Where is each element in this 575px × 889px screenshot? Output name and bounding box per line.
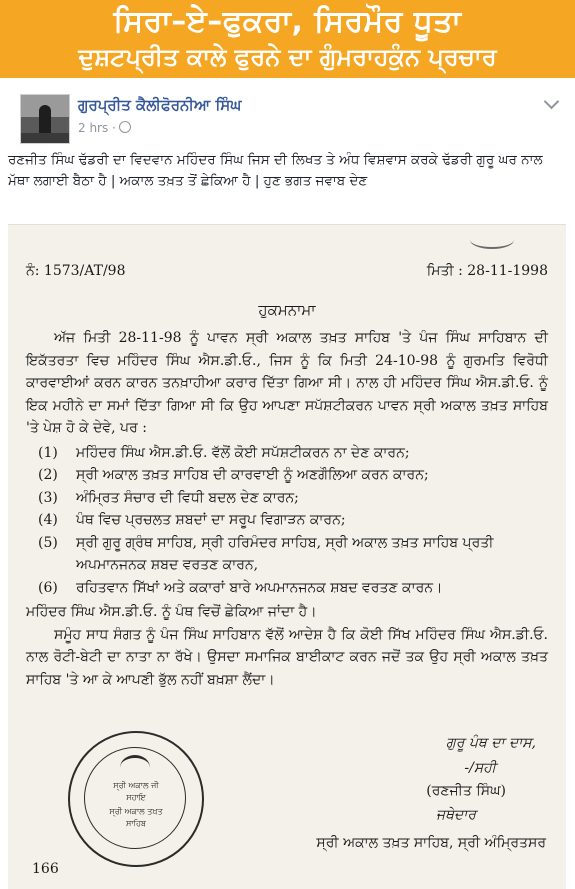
reason-number: (1) — [38, 444, 58, 461]
closing-line: ਗੁਰੂ ਪੰਥ ਦਾ ਦਾਸ, — [446, 735, 536, 751]
reason-item — [38, 509, 548, 532]
post-timestamp[interactable]: 2 hrs · — [78, 121, 116, 135]
signer-role: ਜਥੇਦਾਰ — [436, 807, 476, 823]
reason-text: ਪੰਥ ਵਿਚ ਪ੍ਰਚਲਤ ਸ਼ਬਦਾਂ ਦਾ ਸਰੂਪ ਵਿਗਾੜਨ ਕਾਰਨ; — [76, 512, 346, 528]
post-options-chevron-down-icon[interactable] — [544, 94, 560, 110]
hukamnama-document-image[interactable] — [8, 224, 566, 889]
reason-number: (2) — [38, 467, 58, 483]
reason-item — [38, 487, 548, 510]
reason-item — [38, 577, 548, 600]
page-number: 166 — [32, 861, 59, 877]
reason-text: ਸ੍ਰੀ ਗੁਰੂ ਗ੍ਰੰਥ ਸਾਹਿਬ, ਸ੍ਰੀ ਹਰਿਮੰਦਰ ਸਾਹਿਬ, ਸ੍ਰੀ ਅਕਾਲ ਤਖ਼ਤ ਸਾਹਿਬ ਪ੍ਰਤੀ ਅਪਮਾਨਜਨਕ ਸ਼ਬਦ ਵਰਤਣ ਕਾਰਨ, — [76, 534, 494, 573]
banner-line-2: ਦੁਸ਼ਟਪ੍ਰੀਤ ਕਾਲੇ ਫੁਰਨੇ ਦਾ ਗੁੰਮਰਾਹਕੁੰਨ ਪ੍ਰਚਾਰ — [78, 43, 497, 71]
avatar-ground — [21, 133, 69, 143]
signature: -/ਸਹੀ — [464, 760, 496, 776]
post-author-name[interactable]: ਗੁਰਪ੍ਰੀਤ ਕੈਲੀਫੋਰਨੀਆ ਸਿੰਘ — [78, 96, 242, 114]
official-seal-icon — [68, 731, 204, 867]
document-intro: ਅੱਜ ਮਿਤੀ 28-11-98 ਨੂੰ ਪਾਵਨ ਸ੍ਰੀ ਅਕਾਲ ਤਖ਼ਤ ਸਾਹਿਬ 'ਤੇ ਪੰਜ ਸਿੰਘ ਸਾਹਿਬਾਨ ਦੀ ਇਕੱਤਰਤਾ ਵਿਚ ਮਹਿੰਦਰ ਸਿੰਘ ਐਸ.ਡੀ.ਓ., ਜਿਸ ਨੂੰ ਕਿ ਮਿਤੀ 24-10-98 ਨੂੰ ਗੁਰਮਤਿ ਵਿਰੋਧੀ ਕਾਰਵਾਈਆਂ ਕਰਨ ਕਾਰਨ ਤਨਖ਼ਾਹੀਆ ਕਰਾਰ ਦਿੱਤਾ ਗਿਆ ਸੀ। ਨਾਲ ਹੀ ਮਹਿੰਦਰ ਸਿੰਘ ਐਸ.ਡੀ.ਓ. ਨੂੰ ਇਕ ਮਹੀਨੇ ਦਾ ਸਮਾਂ ਦਿੱਤਾ ਗਿਆ ਸੀ ਕਿ ਉਹ ਆਪਣਾ ਸਪੱਸ਼ਟੀਕਰਨ ਪਾਵਨ ਸ੍ਰੀ ਅਕਾਲ ਤਖ਼ਤ ਸਾਹਿਬ 'ਤੇ ਪੇਸ਼ ਹੋ ਕੇ ਦੇਵੇ, ਪਰ : — [26, 330, 548, 436]
paper-mark — [470, 231, 514, 249]
document-title: ਹੁਕਮਨਾਮਾ — [258, 301, 316, 319]
post-text: ਰਣਜੀਤ ਸਿੰਘ ਢੱਡਰੀ ਦਾ ਵਿਦਵਾਨ ਮਹਿੰਦਰ ਸਿੰਘ ਜਿਸ ਦੀ ਲਿਖਤ ਤੇ ਅੰਧ ਵਿਸ਼ਵਾਸ ਕਰਕੇ ਢੱਡਰੀ ਗੁਰੂ ਘਰ ਨਾਲ ਮੱਥਾ ਲਗਾਈ ਬੈਠਾ ਹੈ | ਅਕਾਲ ਤਖ਼ਤ ਤੋਂ ਛੇਕਿਆ ਹੈ | ਹੁਣ ਭਗਤ ਜਵਾਬ ਦੇਣ — [8, 152, 543, 189]
title-banner — [0, 0, 575, 78]
document-date: ਮਿਤੀ : 28-11-1998 — [426, 263, 548, 279]
document-verdict: ਮਹਿੰਦਰ ਸਿੰਘ ਐਸ.ਡੀ.ਓ. ਨੂੰ ਪੰਥ ਵਿਚੋਂ ਛੇਕਿਆ ਜਾਂਦਾ ਹੈ। — [26, 604, 317, 620]
post-meta — [78, 121, 131, 135]
reason-text: ਮਹਿੰਦਰ ਸਿੰਘ ਐਸ.ਡੀ.ਓ. ਵੱਲੋਂ ਕੋਈ ਸਪੱਸ਼ਟੀਕਰਨ ਨਾ ਦੇਣ ਕਾਰਨ; — [76, 444, 410, 461]
globe-icon — [119, 121, 131, 133]
avatar-person — [39, 105, 51, 135]
reasons-list — [26, 442, 548, 600]
reason-text: ਰਹਿਤਵਾਨ ਸਿੱਖਾਂ ਅਤੇ ਕਕਾਰਾਂ ਬਾਰੇ ਅਪਮਾਨਜਨਕ ਸ਼ਬਦ ਵਰਤਣ ਕਾਰਨ। — [76, 579, 443, 596]
reason-item — [38, 442, 548, 465]
reason-number: (5) — [38, 534, 58, 551]
reason-number: (3) — [38, 489, 58, 506]
seal-text: ਸ੍ਰੀ ਅਕਾਲ ਜੀ — [113, 781, 159, 790]
avatar[interactable] — [20, 94, 70, 144]
seal-text: ਸ੍ਰੀ ਅਕਾਲ ਤਖ਼ਤ — [109, 807, 163, 816]
seal-text: ਸਹਾਇ — [126, 793, 146, 802]
khanda-icon — [120, 755, 150, 780]
signer-name: (ਰਣਜੀਤ ਸਿੰਘ) — [426, 783, 506, 799]
reason-text: ਸ੍ਰੀ ਅਕਾਲ ਤਖ਼ਤ ਸਾਹਿਬ ਦੀ ਕਾਰਵਾਈ ਨੂੰ ਅਣਗੌਲਿਆ ਕਰਨ ਕਾਰਨ; — [76, 467, 429, 483]
banner-line-1: ਸਿਰਾ–ਏ–ਫੁਕਰਾ, ਸਿਰਮੌਰ ਧੂਤਾ — [113, 4, 462, 39]
reason-number: (6) — [38, 579, 58, 596]
signer-place: ਸ੍ਰੀ ਅਕਾਲ ਤਖ਼ਤ ਸਾਹਿਬ, ਸ੍ਰੀ ਅੰਮ੍ਰਿਤਸਰ — [316, 835, 546, 851]
reason-item — [38, 464, 548, 487]
seal-text: ਸਾਹਿਬ — [125, 819, 147, 828]
document-instruction: ਸਮੂੰਹ ਸਾਧ ਸੰਗਤ ਨੂੰ ਪੰਜ ਸਿੰਘ ਸਾਹਿਬਾਨ ਵੱਲੋਂ ਆਦੇਸ਼ ਹੈ ਕਿ ਕੋਈ ਸਿੱਖ ਮਹਿੰਦਰ ਸਿੰਘ ਐਸ.ਡੀ.ਓ. ਨਾਲ ਰੋਟੀ-ਬੇਟੀ ਦਾ ਨਾਤਾ ਨਾ ਰੱਖੇ। ਉਸਦਾ ਸਮਾਜਿਕ ਬਾਈਕਾਟ ਕਰਨ ਜਦੋਂ ਤਕ ਉਹ ਸ੍ਰੀ ਅਕਾਲ ਤਖ਼ਤ ਸਾਹਿਬ 'ਤੇ ਆ ਕੇ ਆਪਣੀ ਭੁੱਲ ਨਹੀਂ ਬਖ਼ਸ਼ਾ ਲੈਂਦਾ। — [26, 626, 548, 688]
document-body — [26, 327, 548, 691]
facebook-post — [0, 78, 575, 888]
reason-number: (4) — [38, 512, 58, 528]
reason-item — [38, 532, 548, 577]
reason-text: ਅੰਮ੍ਰਿਤ ਸੰਚਾਰ ਦੀ ਵਿਧੀ ਬਦਲ ਦੇਣ ਕਾਰਨ; — [76, 489, 299, 506]
document-number: ਨੰ: 1573/AT/98 — [26, 263, 126, 279]
